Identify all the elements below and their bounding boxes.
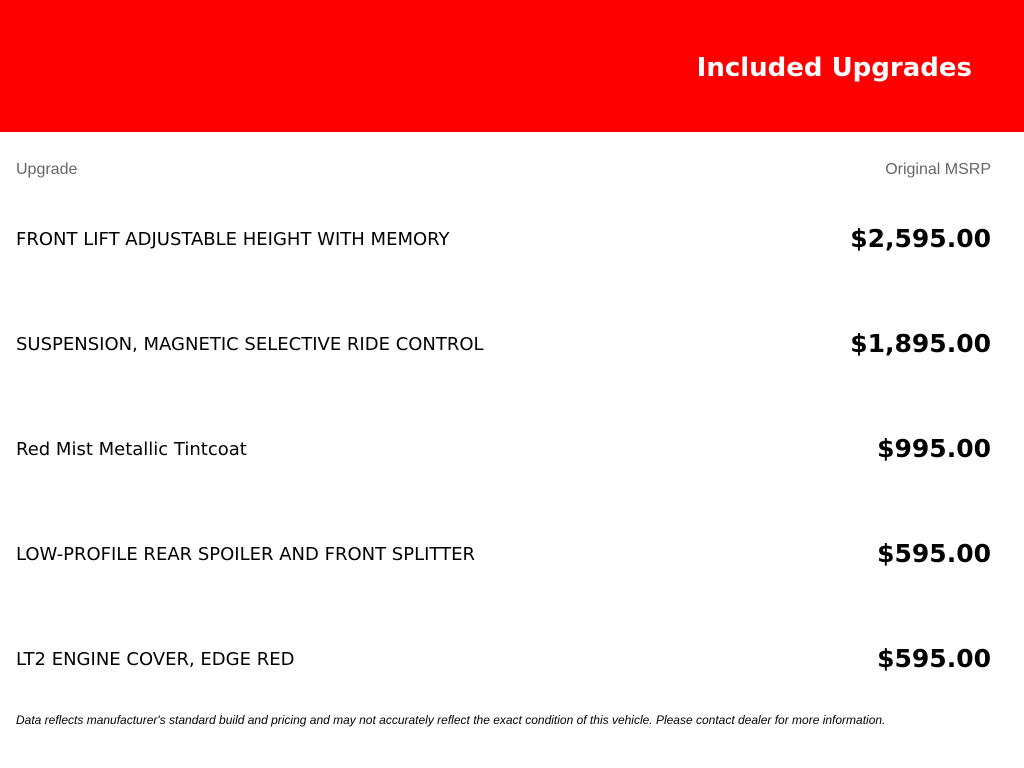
upgrade-price: $595.00 xyxy=(877,644,991,673)
upgrade-name: Red Mist Metallic Tintcoat xyxy=(16,439,247,460)
header-banner xyxy=(0,0,1024,132)
disclaimer-text: Data reflects manufacturer's standard build and pricing and may not accurately reflect the exact condition of this vehicle. Please contact dealer for more information. xyxy=(16,713,886,727)
upgrade-price: $595.00 xyxy=(877,539,991,568)
table-row xyxy=(16,220,991,260)
column-header-msrp: Original MSRP xyxy=(885,161,991,178)
table-row xyxy=(16,325,991,365)
upgrade-price: $995.00 xyxy=(877,434,991,463)
upgrade-name: LOW-PROFILE REAR SPOILER AND FRONT SPLITTER xyxy=(16,544,475,565)
table-row xyxy=(16,535,991,575)
upgrade-name: SUSPENSION, MAGNETIC SELECTIVE RIDE CONTROL xyxy=(16,334,484,355)
upgrade-name: LT2 ENGINE COVER, EDGE RED xyxy=(16,649,295,670)
table-row xyxy=(16,430,991,470)
page-title: Included Upgrades xyxy=(696,53,972,83)
upgrade-price: $1,895.00 xyxy=(850,329,991,358)
column-header-upgrade: Upgrade xyxy=(16,161,78,178)
upgrade-price: $2,595.00 xyxy=(850,224,991,253)
upgrade-name: FRONT LIFT ADJUSTABLE HEIGHT WITH MEMORY xyxy=(16,229,450,250)
table-row xyxy=(16,640,991,680)
